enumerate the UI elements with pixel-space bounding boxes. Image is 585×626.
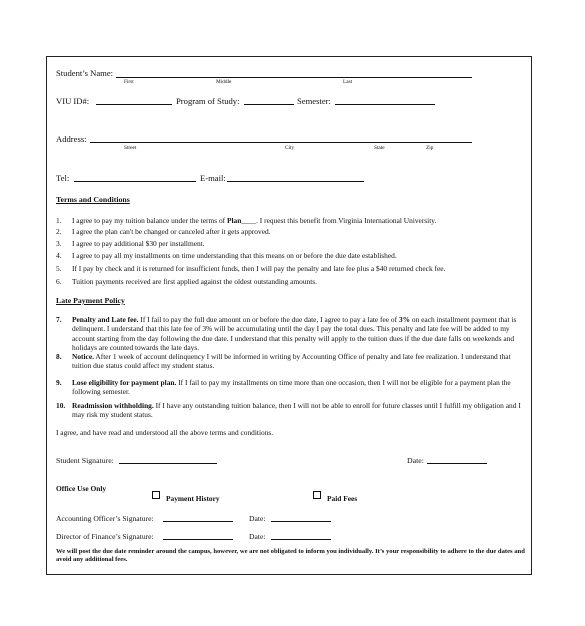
tel-field[interactable] bbox=[74, 181, 196, 182]
item-text: I agree to pay additional $30 per installment. bbox=[72, 239, 205, 248]
item-text bbox=[72, 315, 526, 352]
item-text bbox=[72, 401, 526, 420]
accounting-date-field[interactable] bbox=[271, 521, 331, 522]
first-caption: First bbox=[124, 79, 134, 85]
email-label: E-mail: bbox=[200, 173, 226, 183]
late-fee-percent: 3% bbox=[398, 315, 411, 324]
office-use-heading: Office Use Only bbox=[56, 484, 107, 493]
city-caption: City bbox=[285, 145, 295, 151]
address-label: Address: bbox=[56, 134, 87, 144]
item-text-part: If I have any outstanding tuition balance, then I will not be able to enroll for future classes until I fulfill my obligation and I may risk my student status. bbox=[72, 401, 521, 420]
item-title: Penalty and Late fee. bbox=[72, 315, 139, 324]
item-text-part: After 1 week of account delinquency I will be informed in writing by Accounting Office of penalty and late fee realization. I understand that tuition due status could affect my student status. bbox=[72, 352, 511, 371]
item-number: 2. bbox=[56, 227, 62, 236]
last-caption: Last bbox=[343, 79, 353, 85]
paid-fees-checkbox[interactable] bbox=[313, 491, 321, 499]
middle-caption: Middle bbox=[216, 79, 232, 85]
item-title: Notice. bbox=[72, 352, 94, 361]
item-text-part: on each installment payment that is delinquent. I understand that this late fee of 3% will be accumulating until the day I pay the total dues. This penalty and late fee will be added to my account starting from the day following the due date. I understand that this penalty will apply to the tuition dues if the due date falls on weekends and holidays are counted towards the late days. bbox=[72, 315, 517, 352]
item-text-part: If I fail to pay the full due amount on or before the due date, I agree to pay a late fee of bbox=[138, 315, 399, 324]
item-title: Readmission withholding. bbox=[72, 401, 154, 410]
item-number: 4. bbox=[56, 251, 62, 260]
program-field[interactable] bbox=[244, 104, 294, 105]
accounting-date-label: Date: bbox=[249, 514, 266, 523]
student-date-label: Date: bbox=[407, 456, 424, 465]
finance-signature-label: Director of Finance’s Signature: bbox=[56, 532, 154, 541]
finance-date-field[interactable] bbox=[271, 539, 331, 540]
item-text-part: If I fail to pay my installments on time more than one occasion, then I will not be eligible for a payment plan the following semester. bbox=[72, 378, 511, 397]
email-field[interactable] bbox=[227, 181, 364, 182]
student-name-field[interactable] bbox=[116, 77, 472, 78]
item-text-part: I agree to pay my tuition balance under the terms of bbox=[72, 216, 227, 225]
accounting-signature-label: Accounting Officer’s Signature: bbox=[56, 514, 154, 523]
student-signature-label: Student Signature: bbox=[56, 456, 114, 465]
address-field[interactable] bbox=[90, 142, 472, 143]
item-number: 3. bbox=[56, 239, 62, 248]
student-signature-field[interactable] bbox=[119, 463, 217, 464]
item-text: I agree the plan can't be changed or canceled after it gets approved. bbox=[72, 227, 271, 236]
state-caption: State bbox=[374, 145, 385, 151]
item-text: Tuition payments received are first applied against the oldest outstanding amounts. bbox=[72, 277, 318, 286]
agreement-statement: I agree, and have read and understood all the above terms and conditions. bbox=[56, 428, 274, 437]
paid-fees-label: Paid Fees bbox=[327, 494, 358, 503]
semester-field[interactable] bbox=[335, 104, 435, 105]
accounting-signature-field[interactable] bbox=[163, 521, 233, 522]
late-policy-heading: Late Payment Policy bbox=[56, 296, 125, 305]
zip-caption: Zip bbox=[426, 145, 434, 151]
item-number: 6. bbox=[56, 277, 62, 286]
item-text bbox=[72, 216, 526, 225]
item-text bbox=[72, 352, 526, 371]
student-date-field[interactable] bbox=[427, 463, 487, 464]
item-number: 7. bbox=[56, 315, 62, 324]
viu-id-label: VIU ID#: bbox=[56, 96, 90, 106]
item-text: I agree to pay all my installments on time understanding that this means on or before the due date established. bbox=[72, 251, 397, 260]
item-number: 5. bbox=[56, 264, 62, 273]
item-number: 1. bbox=[56, 216, 62, 225]
viu-id-field[interactable] bbox=[96, 104, 172, 105]
item-number: 9. bbox=[56, 378, 62, 387]
item-title: Lose eligibility for payment plan. bbox=[72, 378, 177, 387]
tel-label: Tel: bbox=[56, 173, 70, 183]
street-caption: Street bbox=[124, 145, 137, 151]
plan-label: Plan bbox=[226, 216, 242, 225]
semester-label: Semester: bbox=[297, 96, 331, 106]
finance-signature-field[interactable] bbox=[163, 539, 233, 540]
payment-history-checkbox[interactable] bbox=[152, 491, 160, 499]
item-number: 8. bbox=[56, 352, 62, 361]
item-text-part: ____. I request this benefit from Virginia International University. bbox=[241, 216, 437, 225]
footer-notice: We will post the due date reminder around the campus, however, we are not obligated to inform you individually. It’s your responsibility to adhere to the due dates and avoid any additional fees. bbox=[56, 548, 525, 564]
item-text bbox=[72, 378, 526, 397]
student-name-label: Student’s Name: bbox=[56, 68, 114, 78]
item-number: 10. bbox=[56, 401, 66, 410]
item-text: If I pay by check and it is returned for insufficient funds, then I will pay the penalty and late fee plus a $40 returned check fee. bbox=[72, 264, 446, 273]
program-label: Program of Study: bbox=[176, 96, 240, 106]
finance-date-label: Date: bbox=[249, 532, 266, 541]
terms-heading: Terms and Conditions bbox=[56, 195, 130, 204]
payment-history-label: Payment History bbox=[166, 494, 220, 503]
